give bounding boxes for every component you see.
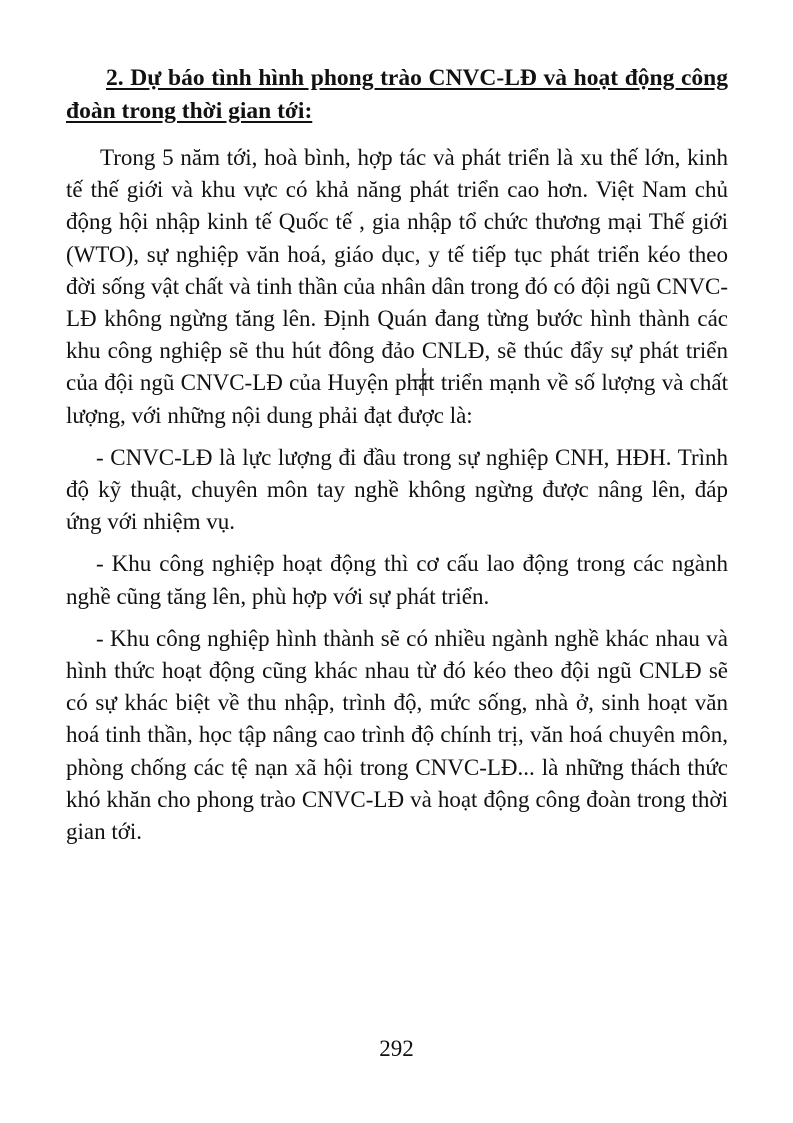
paragraph-bullet-3: - Khu công nghiệp hình thành sẽ có nhiều ngành nghề khác nhau và hình thức hoạt động cũng khác nhau từ đó kéo theo đội ngũ CNLĐ sẽ có sự khác biệt về thu nhập, trình độ, mức sống, nhà ở, sinh hoạt văn hoá tinh thần, học tập nâng cao trình độ chính trị, văn hoá chuyên môn, phòng chống các tệ nạn xã hội trong CNVC-LĐ... là những thách thức khó khăn cho phong trào CNVC-LĐ và hoạt động công đoàn trong thời gian tới. <box>66 625 728 845</box>
paragraph-bullet-2: - Khu công nghiệp hoạt động thì cơ cấu lao động trong các ngành nghề cũng tăng lên, phù hợp với sự phát triển. <box>66 551 728 609</box>
page-number: 292 <box>379 1036 414 1061</box>
section-heading-text: 2. Dự báo tình hình phong trào CNVC-LĐ và hoạt động công đoàn trong thời gian tới: <box>66 65 728 124</box>
section-heading <box>66 62 728 128</box>
scan-cross-mark <box>413 368 433 396</box>
paragraph-bullet-1: - CNVC-LĐ là lực lượng đi đầu trong sự nghiệp CNH, HĐH. Trình độ kỹ thuật, chuyên môn tay nghề không ngừng được nâng lên, đáp ứng với nhiệm vụ. <box>66 444 728 535</box>
paragraph-intro: Trong 5 năm tới, hoà bình, hợp tác và phát triển là xu thế lớn, kinh tế thế giới và khu vực có khả năng phát triển cao hơn. Việt Nam chủ động hội nhập kinh tế Quốc tế , gia nhập tổ chức thương mại Thế giới (WTO), sự nghiệp văn hoá, giáo dục, y tế tiếp tục phát triển kéo theo đời sống vật chất và tinh thần của nhân dân trong đó có đội ngũ CNVC-LĐ không ngừng tăng lên. Định Quán đang từng bước hình thành các khu công nghiệp sẽ thu hút đông đảo CNLĐ, sẽ thúc đẩy sự phát triển của đội ngũ CNVC-LĐ của Huyện phát triển mạnh về số lượng và chất lượng, với những nội dung phải đạt được là: <box>66 145 728 428</box>
document-page <box>66 62 728 858</box>
